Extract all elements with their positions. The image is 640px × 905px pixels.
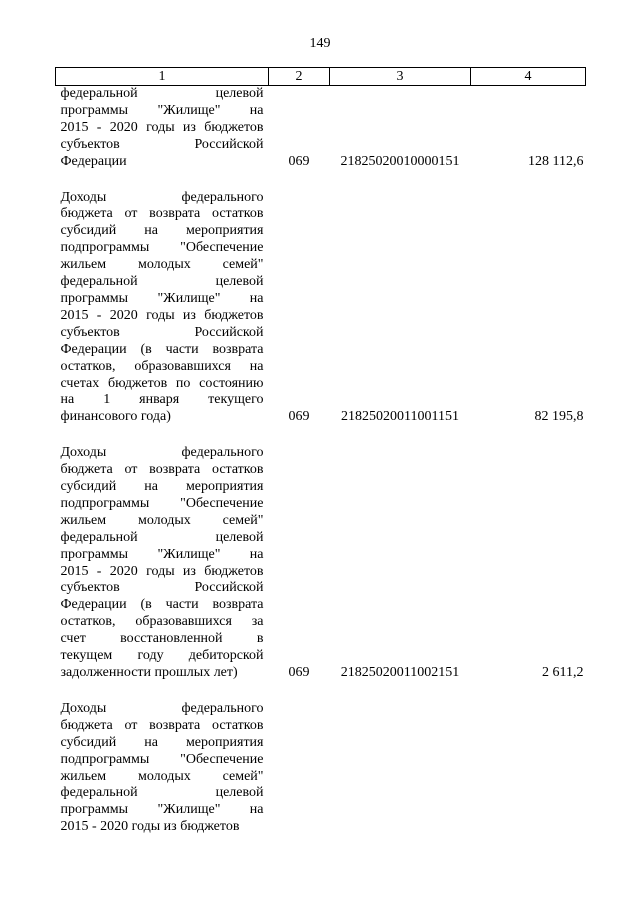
description-line: жильем молодых семей" <box>60 257 264 273</box>
administrator-code: 069 <box>288 665 310 680</box>
description-line: Федерации (в части возврата <box>60 597 264 613</box>
description-line: программы "Жилище" на <box>60 546 264 562</box>
income-classification-code <box>330 701 471 836</box>
description-line: программы "Жилище" на <box>60 102 264 118</box>
header-row <box>56 68 586 86</box>
description-line: финансового года) <box>60 409 171 425</box>
column-header-3: 3 <box>330 68 471 86</box>
description-line: программы "Жилище" на <box>60 802 264 818</box>
amount: 128 112,6 <box>528 153 584 169</box>
description-line: остатков, образовавшихся на <box>60 358 264 374</box>
administrator-code: 069 <box>288 409 310 425</box>
page-number: 149 <box>309 36 331 51</box>
table-row <box>56 190 586 446</box>
table-header <box>56 68 586 86</box>
income-classification-code: 21825020011002151 <box>340 665 460 680</box>
table-row <box>56 701 586 836</box>
description-line: федеральной целевой <box>60 529 264 545</box>
description-line: счет восстановленной в <box>60 631 264 647</box>
description-line: бюджета от возврата остатков <box>60 462 264 478</box>
description-line: программы "Жилище" на <box>60 290 264 306</box>
income-classification-code: 21825020010000151 <box>340 153 460 169</box>
description-line: Федерации <box>60 153 127 169</box>
description-line: подпрограммы "Обеспечение <box>60 495 264 511</box>
description-line: счетах бюджетов по состоянию <box>60 375 264 391</box>
description-line: на 1 января текущего <box>60 392 264 408</box>
description-line: федеральной целевой <box>60 785 264 801</box>
description-line: задолженности прошлых лет) <box>60 665 238 680</box>
description-line: жильем молодых семей" <box>60 768 264 784</box>
table-row <box>56 445 586 701</box>
description-line: субсидий на мероприятия <box>60 479 264 495</box>
description-line: федеральной целевой <box>60 274 264 290</box>
description-line: субъектов Российской <box>60 324 264 340</box>
description-line: подпрограммы "Обеспечение <box>60 751 264 767</box>
description-line: 2015 - 2020 годы из бюджетов <box>60 119 264 135</box>
description-line: 2015 - 2020 годы из бюджетов <box>60 307 264 323</box>
column-header-2: 2 <box>269 68 330 86</box>
amount: 2 611,2 <box>542 665 584 680</box>
description-line: бюджета от возврата остатков <box>60 717 264 733</box>
description-line: субсидий на мероприятия <box>60 734 264 750</box>
description-line: Федерации (в части возврата <box>60 341 264 357</box>
column-header-1: 1 <box>56 68 269 86</box>
administrator-code: 069 <box>288 153 310 169</box>
income-description <box>56 86 269 190</box>
table-body <box>56 86 586 837</box>
income-description <box>56 445 269 701</box>
description-line: Доходы федерального <box>60 445 264 461</box>
description-line: субсидий на мероприятия <box>60 223 264 239</box>
description-line: 2015 - 2020 годы из бюджетов <box>60 563 264 579</box>
description-line: остатков, образовавшихся за <box>60 614 264 630</box>
administrator-code <box>269 701 330 836</box>
income-description <box>56 701 269 836</box>
income-description <box>56 190 269 446</box>
budget-income-table <box>55 67 586 836</box>
amount <box>471 701 586 836</box>
description-line: текущем году дебиторской <box>60 648 264 664</box>
table-row <box>56 86 586 190</box>
description-line: жильем молодых семей" <box>60 512 264 528</box>
income-classification-code: 21825020011001151 <box>341 409 459 425</box>
description-line: субъектов Российской <box>60 136 264 152</box>
description-line: подпрограммы "Обеспечение <box>60 240 264 256</box>
description-line: Доходы федерального <box>60 700 264 716</box>
description-line: федеральной целевой <box>60 86 264 101</box>
description-line: 2015 - 2020 годы из бюджетов <box>60 819 240 835</box>
amount: 82 195,8 <box>534 409 584 425</box>
description-line: бюджета от возврата остатков <box>60 206 264 222</box>
description-line: Доходы федерального <box>60 189 264 205</box>
column-header-4: 4 <box>471 68 586 86</box>
description-line: субъектов Российской <box>60 580 264 596</box>
